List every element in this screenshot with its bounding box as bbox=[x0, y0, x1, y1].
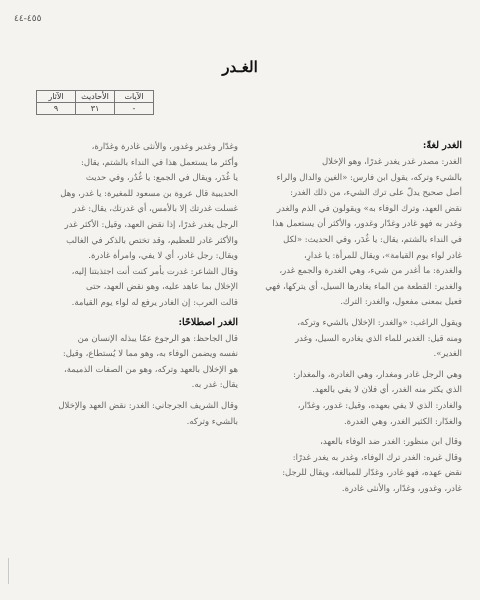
counts-header-athar: الآثار bbox=[37, 91, 76, 103]
counts-table-header-row bbox=[37, 91, 154, 103]
left-column-paragraph bbox=[34, 140, 238, 312]
text-line: وقال الشريف الجرجاني: الغدر: نقض العهد والإخلال bbox=[58, 400, 238, 411]
chapter-title: الغـدر bbox=[222, 58, 258, 76]
text-line: فعيل بمعنى مفعول، والغدر: الترك. bbox=[340, 297, 462, 308]
text-line: ويقول الراغب: «والغدر: الإخلال بالشيء وتركه، bbox=[297, 317, 462, 328]
text-line: وهي الرجل غادر ومغدار، وهي الغادرة، والمغدار: bbox=[293, 369, 462, 380]
text-line: وغدر به فهو غادر وغدّار وغدور، والأكثر أن يستعمل هذا bbox=[272, 219, 462, 230]
text-line: قال الجاحظ: هو الرجوع عمّا يبذله الإنسان من bbox=[77, 333, 238, 344]
text-line: ومنه قيل: الغدير للماء الذي يغادره السيل، وغدر bbox=[295, 333, 462, 344]
text-line: والغدرة: ما أغدر من شيء، وهي الغدرة والجمع غدر، bbox=[279, 266, 462, 277]
left-column bbox=[34, 140, 238, 435]
text-line: يقال: غدر به. bbox=[191, 380, 238, 391]
text-line: نقض عهده، فهو غادر، وغدّار للمبالغة، ويقال للرجل: bbox=[282, 468, 462, 479]
text-line: الذي يكثر منه الغدر، أي فلان لا يفي بالعهد. bbox=[312, 385, 462, 396]
counts-header-hadiths: الأحاديث bbox=[76, 91, 115, 103]
text-line: والغدير: القطعة من الماء يغادرها السيل، أي يتركها، فهي bbox=[265, 281, 462, 292]
text-line: الرجل يغدر غدرًا، إذا نقض العهد، وقيل: الأكثر غدر bbox=[64, 219, 238, 230]
text-line: والغدّار: الكثير الغدر، وهي الغدرة. bbox=[343, 416, 462, 427]
right-column-paragraph bbox=[250, 140, 462, 311]
counts-value-athar: ٩ bbox=[37, 103, 76, 115]
text-line: وأكثر ما يستعمل هذا في النداء بالشتم، يقال: bbox=[81, 157, 238, 168]
text-line: أصل صحيح يدلّ على ترك الشيء، من ذلك الغدر: bbox=[290, 188, 462, 199]
right-column-paragraph bbox=[250, 316, 462, 363]
text-line: في النداء بالشتم، يقال: يا غُدَر، وفي الحديث: «لكل bbox=[283, 234, 462, 245]
text-line: وقال غيره: الغدر ترك الوفاء، وغدر به يغدر غدرًا: bbox=[292, 452, 462, 463]
text-line: يا غُدَر، ويقال في الجمع: يا غُدُر، وفي حديث bbox=[85, 173, 238, 184]
text-line: الغدر: مصدر غدر يغدر غدرًا، وهو الإخلال bbox=[321, 157, 462, 167]
text-line: هو الإخلال بالعهد وتركه، وهو من الصفات الذميمة، bbox=[64, 364, 238, 375]
counts-value-hadiths: ٣١ bbox=[76, 103, 115, 115]
right-column-paragraph bbox=[250, 435, 462, 497]
left-column-paragraph bbox=[34, 399, 238, 430]
section-heading: الغدر اصطلاحًا: bbox=[178, 316, 238, 328]
text-line: غادر، وغدور، وغدّار، والأنثى غادرة. bbox=[341, 483, 462, 494]
text-line: الغدير». bbox=[433, 349, 462, 360]
text-line: ويقال: رجل غادر، أي لا يفي، وامرأة غادرة. bbox=[88, 251, 238, 262]
binding-margin-mark bbox=[8, 558, 13, 584]
counts-value-verses: - bbox=[115, 103, 154, 115]
text-line: وغدّار وغدير وغدور، والأنثى غادرة وغدّارة، bbox=[91, 142, 238, 152]
text-line: غسلت غدرتك إلا بالأمس، أي غدرتك، يقال: غدر bbox=[72, 204, 238, 215]
counts-table-value-row bbox=[37, 103, 154, 115]
text-line: الإخلال بما عاهد عليه، وهو نقض العهد، حتى bbox=[86, 282, 238, 293]
text-line: غادر لواء يوم القيامة»، ويقال للمرأة: يا غدارِ، bbox=[304, 250, 462, 261]
right-column-paragraph bbox=[250, 368, 462, 430]
text-line: قالت العرب: إن الغادر يرفع له لواء يوم القيامة. bbox=[71, 297, 238, 308]
left-column-paragraph bbox=[34, 317, 238, 394]
counts-table bbox=[36, 90, 154, 115]
text-line: نفسه ويضمن الوفاء به، وهو مما لا يُستطاع، وقيل: bbox=[62, 349, 238, 360]
right-column bbox=[250, 140, 462, 502]
text-line: والأكثر غادر للعظيم، وقد تختص بالذكر في الغالب bbox=[66, 235, 238, 246]
counts-header-verses: الآيات bbox=[115, 91, 154, 103]
text-line: الحديبية قال عروة بن مسعود للمغيرة: يا غدر، وهل bbox=[60, 188, 238, 199]
page-number: ٤٥٥-٤٤ bbox=[14, 14, 42, 24]
section-heading: الغدر لغةً: bbox=[422, 140, 462, 151]
text-line: بالشيء وتركه، يقول ابن فارس: «الغين والدال والراء bbox=[276, 172, 462, 183]
text-line: وقال ابن منظور: الغدر ضد الوفاء بالعهد، bbox=[320, 437, 462, 448]
text-line: وقال الشاعر: غدرت بأمر كنت أنت اجتذبتنا إليه، bbox=[71, 266, 238, 277]
text-line: والغادر: الذي لا يفي بعهده، وقيل: غدور، وغدّار، bbox=[297, 400, 462, 411]
text-line: نقض العهد، وترك الوفاء به» ويقولون في الذم والغدر bbox=[276, 203, 462, 214]
text-line: بالشيء وتركه. bbox=[186, 416, 238, 427]
